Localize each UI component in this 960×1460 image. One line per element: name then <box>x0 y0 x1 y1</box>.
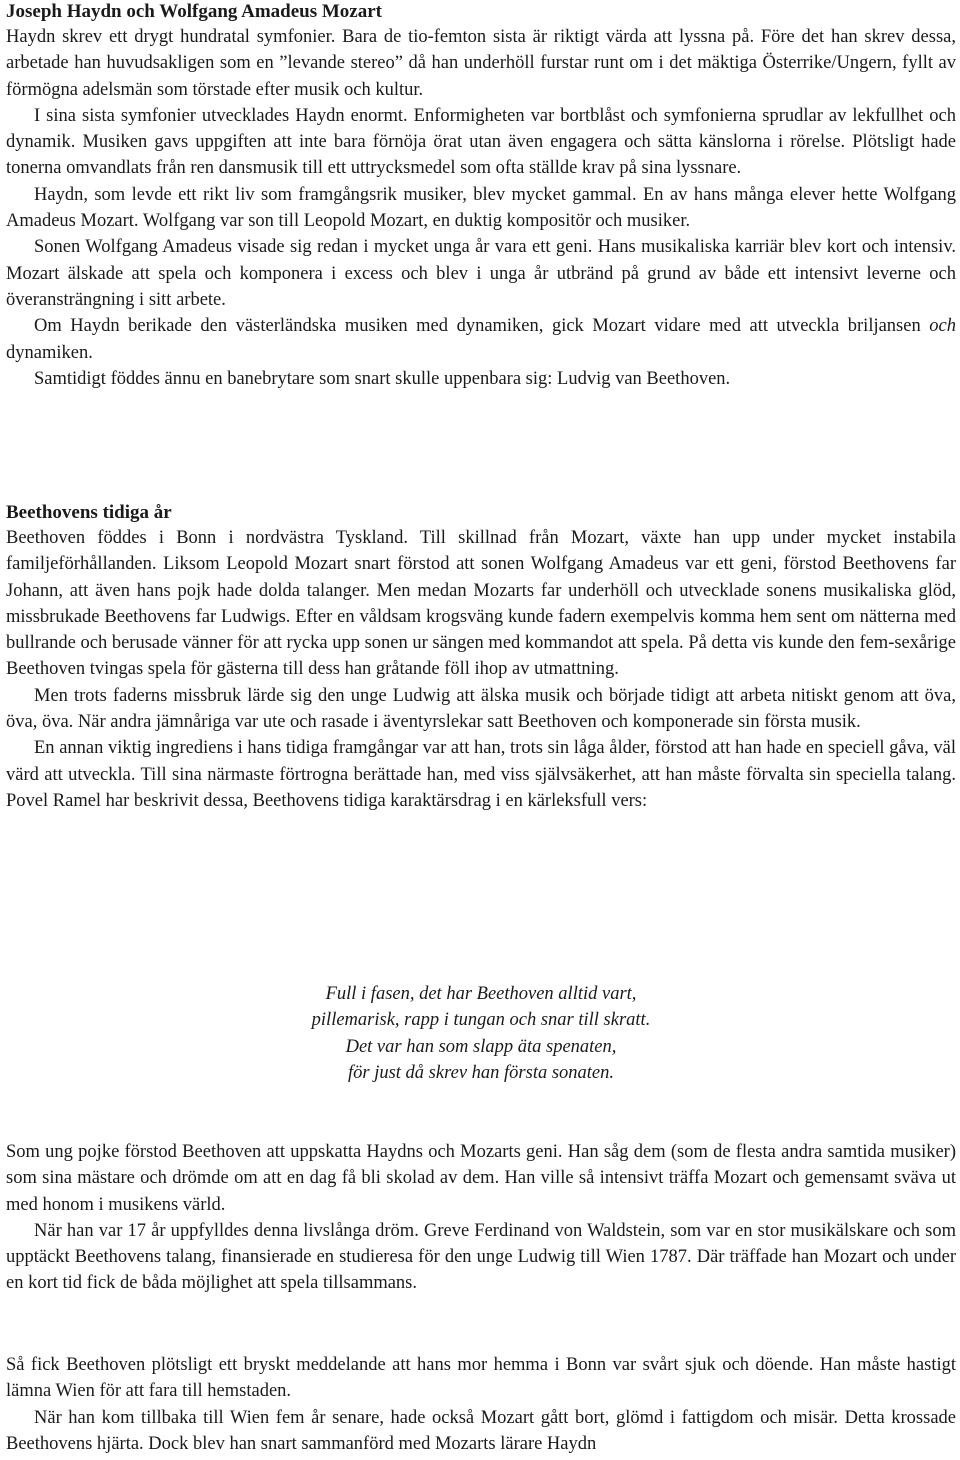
poem-verse <box>6 981 956 1086</box>
paragraph: Som ung pojke förstod Beethoven att uppskatta Haydns och Mozarts geni. Han såg dem (som de flesta andra samtida musiker) som sina mästare och drömde om att en dag få bli skolad av dem. Han ville så intensivt träffa Mozart och gemensamt sväva ut med honom i musikens värld. <box>6 1142 956 1215</box>
paragraph: Samtidigt föddes ännu en banebrytare som snart skulle uppenbara sig: Ludvig van Beethoven. <box>34 368 731 389</box>
paragraph: Haydn skrev ett drygt hundratal symfonier. Bara de tio-femton sista är riktigt värda att lyssna på. Före det han skrev dessa, arbetade han huvudsakligen som en ”levande stereo” då han underhöll furstar runt om i det mäktiga Österrike/Ungern, fyllt av förmögna adelsmän som törstade efter musik och kultur. <box>6 27 956 100</box>
section-return-to-vienna <box>6 1352 956 1457</box>
paragraph-text: Om Haydn berikade den västerländska musiken med dynamiken, gick Mozart vidare med att utveckla briljansen <box>34 316 930 337</box>
paragraph-text: dynamiken. <box>6 342 93 363</box>
section-heading-haydn-mozart: Joseph Haydn och Wolfgang Amadeus Mozart <box>6 1 382 22</box>
section-young-beethoven <box>6 1139 956 1297</box>
paragraph: Haydn, som levde ett rikt liv som framgångsrik musiker, blev mycket gammal. En av hans många elever hette Wolfgang Amadeus Mozart. Wolfgang var son till Leopold Mozart, en duktig kompositör och musiker. <box>6 184 956 232</box>
poem-line: för just då skrev han första sonaten. <box>347 1062 615 1083</box>
paragraph: I sina sista symfonier utvecklades Haydn enormt. Enformigheten var bortblåst och symfonierna sprudlar av lekfullhet och dynamik. Musiken gavs uppgiften att inte bara förnöja örat utan även engagera och sätta känslorna i rörelse. Plötsligt hade tonerna omvandlats från ren dansmusik till ett uttrycksmedel som ofta ställde krav på sina lyssnare. <box>6 105 956 179</box>
poem-line: Det var han som slapp äta spenaten, <box>345 1036 617 1057</box>
section-haydn-mozart <box>6 0 956 392</box>
paragraph: Sonen Wolfgang Amadeus visade sig redan i mycket unga år vara ett geni. Hans musikaliska karriär blev kort och intensiv. Mozart älskade att spela och komponera i excess och blev i unga år utbränd på grund av både ett intensivt leverne och överansträngning i sitt arbete. <box>6 237 956 310</box>
paragraph: Beethoven föddes i Bonn i nordvästra Tyskland. Till skillnad från Mozart, växte han upp under mycket instabila familjeförhållanden. Liksom Leopold Mozart snart förstod att sonen Wolfgang Amadeus var ett geni, förstod Beethovens far Johann, att även hans pojk hade dolda talanger. Men medan Mozarts far underhöll och utvecklade sonens musikaliska glöd, missbrukade Beethovens far Ludwigs. Efter en våldsam krogsväng kunde fadern exempelvis komma hem sent om nätterna med bullrande och berusade vänner för att rycka upp sonen ur sängen med kommandot att spela. På detta vis kunde den fem-sexårige Beethoven tvingas spela för gästerna till dess han gråtande föll ihop av utmattning. <box>6 528 956 680</box>
emphasis-text: och <box>929 316 956 337</box>
section-heading-beethoven: Beethovens tidiga år <box>6 502 172 523</box>
paragraph: När han kom tillbaka till Wien fem år senare, hade också Mozart gått bort, glömd i fattigdom och misär. Detta krossade Beethovens hjärta. Dock blev han snart sammanförd med Mozarts lärare Haydn <box>6 1407 956 1454</box>
paragraph: Så fick Beethoven plötsligt ett bryskt meddelande att hans mor hemma i Bonn var svårt sjuk och döende. Han måste hastigt lämna Wien för att fara till hemstaden. <box>6 1355 956 1402</box>
paragraph: En annan viktig ingrediens i hans tidiga framgångar var att han, trots sin låga ålder, förstod att han hade en speciell gåva, väl värd att utveckla. Till sina närmaste förtrogna berättade han, med viss självsäkerhet, att han måste förvalta sin speciella talang. Povel Ramel har beskrivit dessa, Beethovens tidiga karaktärsdrag i en kärleksfull vers: <box>6 738 956 811</box>
section-beethoven-early-years <box>6 501 956 814</box>
paragraph: Men trots faderns missbruk lärde sig den unge Ludwig att älska musik och började tidigt att arbeta nitiskt genom att öva, öva, öva. När andra jämnåriga var ute och rasade i äventyrslekar satt Beethoven och komponerade sin första musik. <box>6 685 956 733</box>
poem-line: pillemarisk, rapp i tungan och snar till skratt. <box>311 1010 651 1031</box>
paragraph: När han var 17 år uppfylldes denna livslånga dröm. Greve Ferdinand von Waldstein, som var en stor musikälskare och som upptäckt Beethovens talang, finansierade en studieresa för den unge Ludwig till Wien 1787. Där träffade han Mozart och under en kort tid fick de båda möjlighet att spela tillsammans. <box>6 1220 956 1294</box>
poem-line: Full i fasen, det har Beethoven alltid vart, <box>325 984 637 1004</box>
paragraph <box>6 313 956 366</box>
